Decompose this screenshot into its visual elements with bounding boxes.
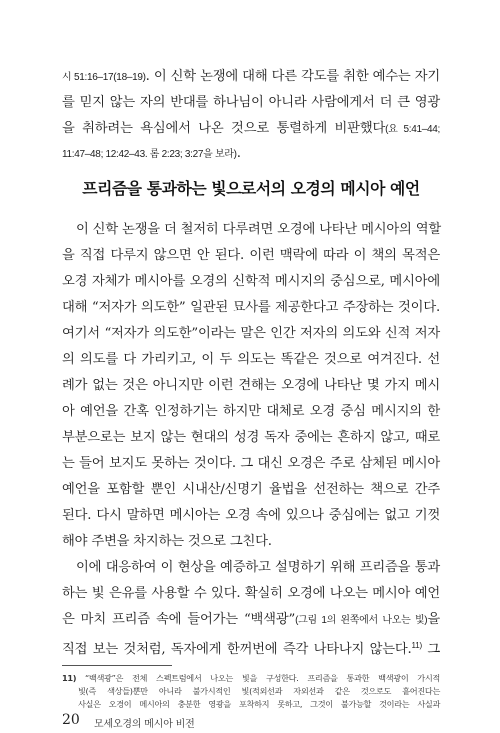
para1-line: 해야 주변을 차지하는 것으로 그친다. bbox=[62, 534, 272, 549]
para1-line: 오경 자체가 메시아를 오경의 신학적 메시지의 중심으로, 메시아에 bbox=[62, 274, 440, 289]
para1-line: 이 신학 논쟁을 더 철저히 다루려면 오경에 나타난 메시아의 역할 bbox=[76, 222, 442, 237]
para1-line: 는 들어 보지도 못하는 것이다. 그 대신 오경은 주로 삼체된 메시아 bbox=[62, 456, 440, 471]
scripture-ref: 11:47–48; 12:42–43. 롬 2:23; 3:27을 보라) bbox=[62, 149, 237, 160]
running-title: 모세오경의 메시아 비전 bbox=[94, 719, 195, 730]
para2-line: 하는 빛 은유를 사용할 수 있다. 확실히 오경에 나오는 메시아 예언 bbox=[62, 586, 440, 601]
para2-line: 직접 보는 것처럼, 독자에게 한꺼번에 즉각 나타나지 않는다.$^{11)}$ 그 bbox=[62, 641, 440, 657]
footnote-line-3: 사실은 오경이 메시아의 충분한 영광을 포착하지 못하고, 그것이 불가능할 것이라는 사실과 bbox=[78, 699, 440, 709]
para1-line: 예언을 포함할 뿐인 시내산/신명기 율법을 선전하는 책으로 간주 bbox=[62, 482, 440, 497]
intro-line-4: 11:47–48; 12:42–43. 롬 2:23; 3:27을 보라). bbox=[62, 146, 241, 161]
para1-line: 아 예언을 간혹 인정하기는 하지만 대체로 오경 중심 메시지의 한 bbox=[62, 404, 440, 419]
footnote-marker: 11) bbox=[411, 641, 422, 650]
intro-line-2: 를 믿지 않는 자의 반대를 하나님이 아니라 사람에게서 더 큰 영광 bbox=[62, 95, 440, 110]
scripture-ref: (요 5:41–44; bbox=[385, 124, 440, 135]
footnote-rule bbox=[62, 665, 172, 666]
section-heading: 프리즘을 통과하는 빛으로서의 오경의 메시아 예언 bbox=[82, 179, 420, 198]
para1-line: 여기서 “저자가 의도한”이라는 말은 인간 저자의 의도와 신적 저자 bbox=[62, 326, 440, 341]
para1-line: 을 직접 다루지 않으면 안 된다. 이런 맥락에 따라 이 책의 목적은 bbox=[62, 248, 440, 263]
page-number: 20 bbox=[62, 712, 80, 728]
para1-line: 부분으로는 보지 않는 현대의 성경 독자 중에는 흔하지 않고, 때로 bbox=[62, 430, 440, 445]
para1-line: 대해 “저자가 의도한” 일관된 묘사를 제공한다고 주장하는 것이다. bbox=[62, 300, 440, 315]
para1-line: 된다. 다시 말하면 메시아는 오경 속에 있으나 중심에는 없고 기껏 bbox=[62, 508, 440, 523]
footnote-number: 11) bbox=[62, 673, 77, 683]
footnote-line-1: 11) “백색광”은 전체 스펙트럼에서 나오는 빛을 구성한다. 프리즘을 통과한 백색광이 가시적 bbox=[62, 673, 440, 683]
intro-line-1: 시 51:16–17(18–19). 이 신학 논쟁에 대해 다른 각도를 취한 예수는 자기 bbox=[62, 69, 440, 84]
para1-line: 례가 없는 것은 아니지만 이런 견해는 오경에 나타난 몇 가지 메시 bbox=[62, 378, 440, 393]
intro-line-3: 을 취하려는 욕심에서 나온 것으로 통렬하게 비판했다(요 5:41–44; bbox=[62, 121, 440, 136]
para2-line: 이에 대응하여 이 현상을 예증하고 설명하기 위해 프리즘을 통과 bbox=[76, 560, 440, 575]
scripture-ref: 시 51:16–17(18–19) bbox=[62, 72, 146, 83]
footnote-line-2: 빛(즉 색상들)뿐만 아니라 불가시적인 빛(적외선과 자외선과 같은 것으로도 흩어진다는 bbox=[78, 686, 440, 696]
para1-line: 의 의도를 다 가리키고, 이 두 의도는 똑같은 것으로 여겨진다. 선 bbox=[62, 352, 440, 367]
figure-note: (그림 1의 왼쪽에서 나오는 빛) bbox=[295, 615, 428, 626]
para2-line: 은 마치 프리즘 속에 들어가는 “백색광”(그림 1의 왼쪽에서 나오는 빛)을 bbox=[62, 612, 440, 627]
